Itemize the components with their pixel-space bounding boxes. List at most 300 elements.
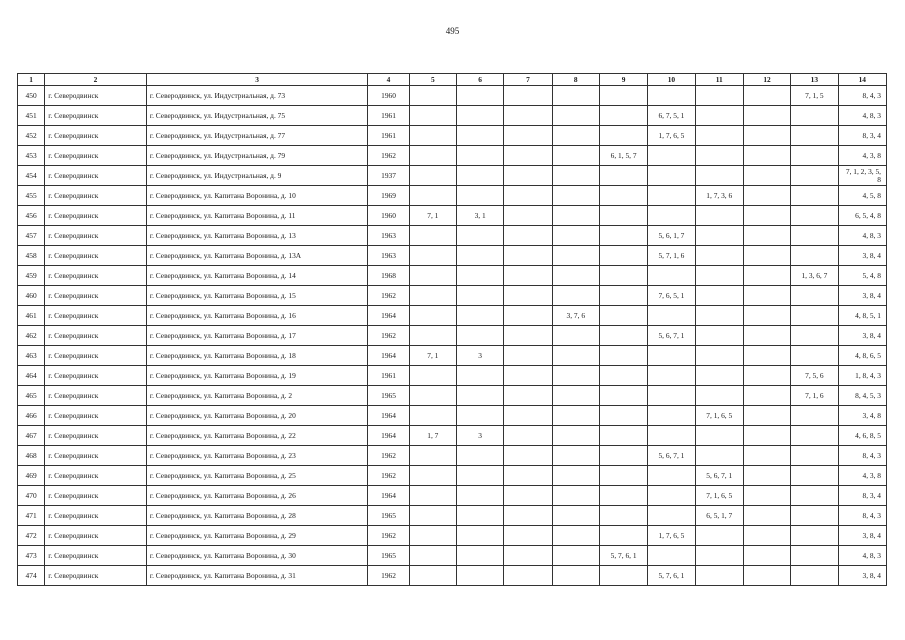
cell-col-8 [552,326,599,346]
cell-address: г. Северодвинск, ул. Капитана Воронина, д. 30 [146,546,368,566]
cell-row-number: 460 [18,286,45,306]
cell-col-8 [552,506,599,526]
table-row [18,86,887,106]
cell-address: г. Северодвинск, ул. Капитана Воронина, д. 25 [146,466,368,486]
cell-col-8 [552,386,599,406]
cell-col-12 [743,206,790,226]
cell-col-10 [648,146,695,166]
cell-col-9: 5, 7, 6, 1 [599,546,647,566]
cell-year: 1964 [368,346,409,366]
cell-address: г. Северодвинск, ул. Капитана Воронина, д. 13 [146,226,368,246]
cell-year: 1962 [368,326,409,346]
cell-col-12 [743,486,790,506]
cell-col-11 [695,246,743,266]
cell-col-10 [648,186,695,206]
table-row [18,146,887,166]
cell-col-13 [791,546,838,566]
cell-col-14: 3, 8, 4 [838,566,886,586]
cell-col-10 [648,546,695,566]
cell-col-11: 7, 1, 6, 5 [695,486,743,506]
table-row [18,226,887,246]
cell-col-7 [504,106,552,126]
cell-year: 1969 [368,186,409,206]
cell-col-12 [743,406,790,426]
cell-col-9 [599,326,647,346]
cell-col-5 [409,466,456,486]
cell-address: г. Северодвинск, ул. Капитана Воронина, д. 22 [146,426,368,446]
cell-col-6 [456,546,503,566]
cell-row-number: 454 [18,166,45,186]
cell-col-8 [552,566,599,586]
cell-col-14: 4, 6, 8, 5 [838,426,886,446]
cell-col-11 [695,546,743,566]
cell-col-6 [456,326,503,346]
table-row [18,106,887,126]
cell-col-8 [552,366,599,386]
cell-year: 1937 [368,166,409,186]
cell-col-11 [695,426,743,446]
table-row [18,486,887,506]
cell-settlement: г. Северодвинск [45,106,147,126]
cell-col-10: 1, 7, 6, 5 [648,526,695,546]
cell-col-14: 8, 4, 3 [838,506,886,526]
cell-address: г. Северодвинск, ул. Капитана Воронина, д. 14 [146,266,368,286]
cell-col-8 [552,226,599,246]
table-header-row [18,74,887,86]
cell-address: г. Северодвинск, ул. Капитана Воронина, д. 26 [146,486,368,506]
cell-col-7 [504,186,552,206]
cell-col-14: 8, 3, 4 [838,486,886,506]
cell-col-11 [695,526,743,546]
cell-col-14: 4, 8, 3 [838,226,886,246]
cell-col-7 [504,86,552,106]
cell-col-12 [743,566,790,586]
cell-settlement: г. Северодвинск [45,466,147,486]
cell-row-number: 456 [18,206,45,226]
cell-col-7 [504,446,552,466]
cell-col-11: 6, 5, 1, 7 [695,506,743,526]
cell-row-number: 472 [18,526,45,546]
cell-col-6 [456,286,503,306]
cell-col-12 [743,266,790,286]
cell-col-13 [791,466,838,486]
cell-settlement: г. Северодвинск [45,86,147,106]
cell-col-5 [409,186,456,206]
cell-col-13 [791,486,838,506]
cell-col-14: 8, 4, 3 [838,446,886,466]
cell-year: 1961 [368,106,409,126]
cell-col-14: 3, 8, 4 [838,246,886,266]
cell-col-5 [409,326,456,346]
cell-col-14: 8, 3, 4 [838,126,886,146]
cell-col-9 [599,466,647,486]
cell-col-9 [599,406,647,426]
cell-col-13 [791,186,838,206]
cell-col-13 [791,446,838,466]
cell-year: 1962 [368,466,409,486]
cell-col-7 [504,366,552,386]
table-row [18,426,887,446]
cell-col-12 [743,106,790,126]
cell-col-6 [456,146,503,166]
table-row [18,246,887,266]
cell-col-11 [695,106,743,126]
cell-year: 1965 [368,506,409,526]
cell-row-number: 466 [18,406,45,426]
cell-col-8 [552,246,599,266]
cell-col-14: 4, 8, 3 [838,106,886,126]
table-body [18,86,887,586]
cell-settlement: г. Северодвинск [45,386,147,406]
cell-year: 1964 [368,406,409,426]
cell-col-12 [743,166,790,186]
cell-col-5 [409,546,456,566]
table-row [18,166,887,186]
cell-address: г. Северодвинск, ул. Капитана Воронина, д. 19 [146,366,368,386]
cell-col-9 [599,206,647,226]
cell-col-5 [409,86,456,106]
cell-row-number: 464 [18,366,45,386]
cell-year: 1963 [368,226,409,246]
cell-address: г. Северодвинск, ул. Капитана Воронина, д. 28 [146,506,368,526]
column-header-13: 13 [791,74,838,86]
cell-col-5 [409,486,456,506]
cell-col-10 [648,506,695,526]
cell-col-10: 7, 6, 5, 1 [648,286,695,306]
cell-settlement: г. Северодвинск [45,406,147,426]
cell-col-10: 6, 7, 5, 1 [648,106,695,126]
cell-col-7 [504,146,552,166]
cell-col-13 [791,146,838,166]
cell-col-12 [743,346,790,366]
cell-row-number: 461 [18,306,45,326]
cell-col-13 [791,406,838,426]
cell-col-6 [456,506,503,526]
cell-col-11 [695,366,743,386]
cell-col-8 [552,206,599,226]
cell-settlement: г. Северодвинск [45,266,147,286]
cell-col-13: 7, 1, 5 [791,86,838,106]
cell-col-7 [504,466,552,486]
cell-col-10 [648,86,695,106]
cell-col-8 [552,466,599,486]
cell-year: 1960 [368,86,409,106]
cell-col-13 [791,126,838,146]
cell-col-10: 5, 7, 6, 1 [648,566,695,586]
cell-col-6 [456,166,503,186]
cell-settlement: г. Северодвинск [45,566,147,586]
cell-year: 1968 [368,266,409,286]
cell-col-7 [504,506,552,526]
cell-col-6 [456,406,503,426]
cell-col-12 [743,86,790,106]
cell-col-12 [743,286,790,306]
cell-col-9 [599,306,647,326]
column-header-10: 10 [648,74,695,86]
cell-col-13 [791,326,838,346]
cell-col-12 [743,546,790,566]
cell-col-8 [552,526,599,546]
cell-col-11 [695,346,743,366]
cell-col-7 [504,546,552,566]
cell-col-8 [552,166,599,186]
cell-col-5 [409,366,456,386]
cell-col-6: 3 [456,346,503,366]
cell-col-13 [791,526,838,546]
cell-col-12 [743,246,790,266]
cell-col-14: 3, 8, 4 [838,326,886,346]
cell-col-5 [409,286,456,306]
cell-col-6 [456,126,503,146]
cell-row-number: 457 [18,226,45,246]
table-row [18,566,887,586]
cell-col-13 [791,506,838,526]
cell-col-7 [504,346,552,366]
cell-col-13 [791,166,838,186]
cell-col-14: 7, 1, 2, 3, 5, 8 [838,166,886,186]
cell-col-13: 7, 5, 6 [791,366,838,386]
cell-col-10 [648,206,695,226]
cell-settlement: г. Северодвинск [45,186,147,206]
cell-year: 1964 [368,306,409,326]
cell-col-10 [648,466,695,486]
cell-address: г. Северодвинск, ул. Капитана Воронина, д. 23 [146,446,368,466]
cell-col-9 [599,506,647,526]
cell-address: г. Северодвинск, ул. Индустриальная, д. 9 [146,166,368,186]
cell-col-9 [599,226,647,246]
cell-col-7 [504,226,552,246]
cell-col-7 [504,306,552,326]
cell-col-14: 1, 8, 4, 3 [838,366,886,386]
column-header-2: 2 [45,74,147,86]
cell-col-7 [504,486,552,506]
cell-col-11 [695,286,743,306]
cell-col-10 [648,166,695,186]
table-row [18,326,887,346]
cell-row-number: 474 [18,566,45,586]
cell-year: 1964 [368,486,409,506]
cell-address: г. Северодвинск, ул. Капитана Воронина, д. 18 [146,346,368,366]
cell-col-12 [743,306,790,326]
column-header-8: 8 [552,74,599,86]
cell-address: г. Северодвинск, ул. Капитана Воронина, д. 15 [146,286,368,306]
cell-col-8 [552,186,599,206]
cell-col-14: 4, 8, 6, 5 [838,346,886,366]
cell-address: г. Северодвинск, ул. Индустриальная, д. 77 [146,126,368,146]
cell-row-number: 468 [18,446,45,466]
cell-col-11 [695,266,743,286]
cell-address: г. Северодвинск, ул. Индустриальная, д. 73 [146,86,368,106]
cell-col-13 [791,306,838,326]
cell-col-9 [599,426,647,446]
cell-year: 1961 [368,126,409,146]
cell-row-number: 465 [18,386,45,406]
cell-col-6: 3, 1 [456,206,503,226]
cell-col-8 [552,86,599,106]
table-row [18,546,887,566]
cell-row-number: 463 [18,346,45,366]
cell-col-10: 5, 6, 7, 1 [648,446,695,466]
cell-settlement: г. Северодвинск [45,506,147,526]
cell-col-12 [743,186,790,206]
cell-col-7 [504,126,552,146]
page-number: 495 [445,26,460,36]
cell-row-number: 451 [18,106,45,126]
cell-settlement: г. Северодвинск [45,526,147,546]
cell-address: г. Северодвинск, ул. Капитана Воронина, д. 20 [146,406,368,426]
cell-col-10 [648,406,695,426]
cell-col-14: 3, 4, 8 [838,406,886,426]
cell-col-11 [695,566,743,586]
cell-col-10: 5, 6, 1, 7 [648,226,695,246]
cell-year: 1965 [368,546,409,566]
cell-col-7 [504,386,552,406]
cell-year: 1964 [368,426,409,446]
cell-col-5 [409,566,456,586]
cell-year: 1960 [368,206,409,226]
cell-col-12 [743,506,790,526]
cell-row-number: 470 [18,486,45,506]
cell-year: 1962 [368,146,409,166]
cell-col-13 [791,206,838,226]
cell-col-14: 3, 8, 4 [838,286,886,306]
cell-year: 1961 [368,366,409,386]
cell-col-6 [456,246,503,266]
cell-col-12 [743,126,790,146]
cell-settlement: г. Северодвинск [45,346,147,366]
cell-col-5 [409,146,456,166]
cell-col-13: 1, 3, 6, 7 [791,266,838,286]
cell-col-7 [504,426,552,446]
cell-col-10 [648,386,695,406]
cell-col-12 [743,326,790,346]
cell-col-14: 8, 4, 3 [838,86,886,106]
cell-col-12 [743,366,790,386]
cell-row-number: 458 [18,246,45,266]
cell-row-number: 452 [18,126,45,146]
cell-col-9 [599,286,647,306]
cell-col-9 [599,446,647,466]
cell-col-13 [791,226,838,246]
cell-row-number: 450 [18,86,45,106]
cell-col-9 [599,246,647,266]
cell-address: г. Северодвинск, ул. Капитана Воронина, д. 16 [146,306,368,326]
cell-col-12 [743,386,790,406]
cell-col-10: 5, 6, 7, 1 [648,326,695,346]
cell-col-8 [552,546,599,566]
cell-address: г. Северодвинск, ул. Капитана Воронина, д. 10 [146,186,368,206]
cell-settlement: г. Северодвинск [45,126,147,146]
cell-col-10 [648,346,695,366]
cell-col-10: 1, 7, 6, 5 [648,126,695,146]
cell-col-9 [599,186,647,206]
cell-col-11: 1, 7, 3, 6 [695,186,743,206]
cell-col-13 [791,566,838,586]
cell-row-number: 462 [18,326,45,346]
cell-settlement: г. Северодвинск [45,146,147,166]
cell-col-8 [552,486,599,506]
cell-col-12 [743,466,790,486]
cell-col-5 [409,406,456,426]
cell-col-13 [791,286,838,306]
cell-settlement: г. Северодвинск [45,446,147,466]
cell-col-10: 5, 7, 1, 6 [648,246,695,266]
cell-col-8 [552,426,599,446]
table-row [18,506,887,526]
table-row [18,406,887,426]
cell-col-7 [504,206,552,226]
column-header-9: 9 [599,74,647,86]
cell-row-number: 473 [18,546,45,566]
cell-col-6 [456,526,503,546]
housing-register-table [17,73,887,586]
cell-col-9 [599,106,647,126]
cell-col-9 [599,346,647,366]
table-row [18,206,887,226]
cell-col-8: 3, 7, 6 [552,306,599,326]
cell-col-5 [409,126,456,146]
cell-col-6 [456,226,503,246]
cell-col-6 [456,386,503,406]
cell-settlement: г. Северодвинск [45,286,147,306]
cell-address: г. Северодвинск, ул. Капитана Воронина, д. 31 [146,566,368,586]
cell-col-7 [504,326,552,346]
cell-col-9 [599,386,647,406]
cell-year: 1962 [368,446,409,466]
cell-address: г. Северодвинск, ул. Капитана Воронина, д. 17 [146,326,368,346]
cell-col-7 [504,526,552,546]
cell-year: 1965 [368,386,409,406]
cell-col-11: 5, 6, 7, 1 [695,466,743,486]
cell-col-8 [552,106,599,126]
cell-col-12 [743,446,790,466]
cell-row-number: 459 [18,266,45,286]
cell-settlement: г. Северодвинск [45,326,147,346]
cell-col-9 [599,366,647,386]
cell-col-7 [504,406,552,426]
cell-col-8 [552,446,599,466]
cell-settlement: г. Северодвинск [45,166,147,186]
cell-year: 1962 [368,566,409,586]
cell-col-14: 3, 8, 4 [838,526,886,546]
cell-settlement: г. Северодвинск [45,226,147,246]
cell-col-5 [409,106,456,126]
cell-year: 1963 [368,246,409,266]
cell-col-11 [695,226,743,246]
table-row [18,366,887,386]
table-row [18,286,887,306]
cell-col-10 [648,486,695,506]
cell-col-14: 4, 5, 8 [838,186,886,206]
cell-col-7 [504,166,552,186]
cell-row-number: 453 [18,146,45,166]
cell-col-13 [791,246,838,266]
cell-col-8 [552,346,599,366]
cell-col-14: 6, 5, 4, 8 [838,206,886,226]
cell-col-11 [695,386,743,406]
cell-address: г. Северодвинск, ул. Капитана Воронина, д. 11 [146,206,368,226]
cell-address: г. Северодвинск, ул. Капитана Воронина, д. 29 [146,526,368,546]
cell-settlement: г. Северодвинск [45,306,147,326]
cell-col-11 [695,146,743,166]
cell-settlement: г. Северодвинск [45,206,147,226]
cell-col-5 [409,166,456,186]
cell-col-5 [409,446,456,466]
cell-col-6 [456,566,503,586]
cell-col-6: 3 [456,426,503,446]
cell-col-12 [743,226,790,246]
cell-settlement: г. Северодвинск [45,246,147,266]
